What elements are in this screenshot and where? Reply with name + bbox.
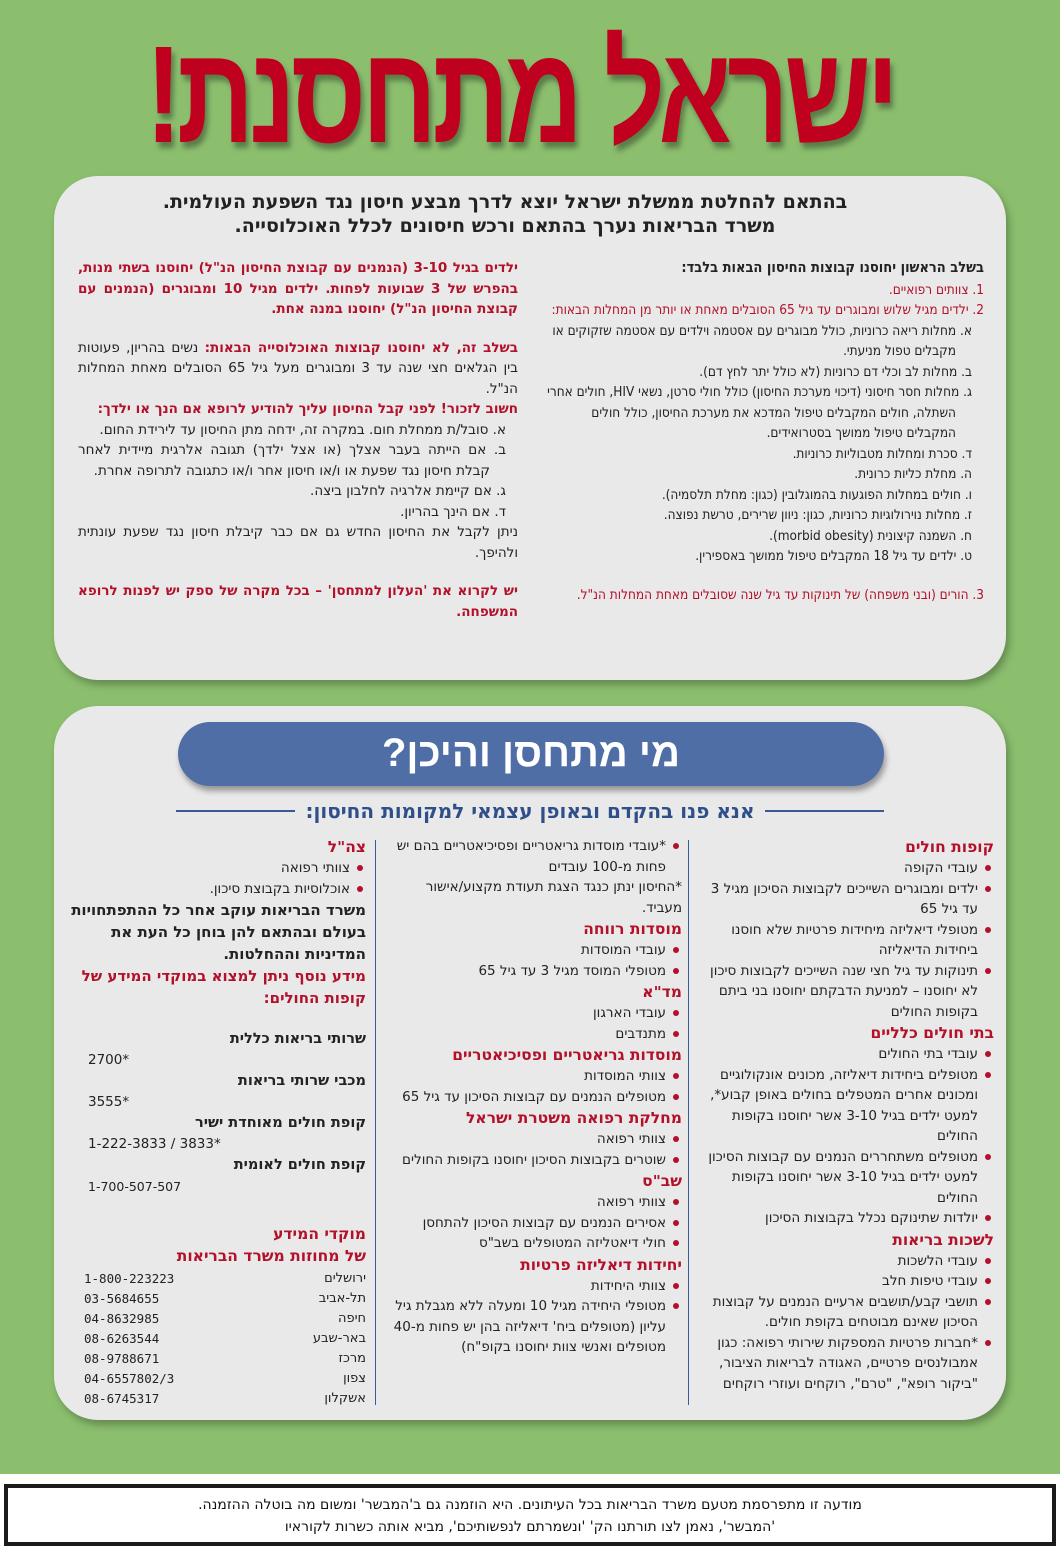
section-title: יחידות דיאליזה פרטיות <box>520 1255 682 1274</box>
not-vaccinated-label: בשלב זה, לא יחוסנו קבוצות האוכלוסייה הבאות: <box>204 339 518 356</box>
table-row <box>84 1349 366 1369</box>
disease-item: ה. מחלת כליות כרונית. <box>854 466 972 482</box>
table-row <box>84 1329 366 1349</box>
footer-line-2: 'המבשר', נאמן לצו תורתנו הק' 'ונשמרתם לנפשותיכם', מביא אותה כשרות לקוראיו <box>284 1519 776 1535</box>
hmo-name: קופת חולים מאוחדת ישיר <box>195 1115 366 1131</box>
section-title: מחלקת רפואה משטרת ישראל <box>466 1109 682 1127</box>
remember-list <box>78 420 518 523</box>
list-item: אוכלוסיות בקבוצת סיכון. <box>70 879 366 900</box>
section-title-health-offices: לשכות בריאות <box>892 1230 994 1249</box>
section-title: שב"ס <box>642 1172 682 1190</box>
table-row <box>84 1389 366 1409</box>
section-title-hospitals: בתי חולים כלליים <box>870 1024 994 1042</box>
not-vaccinated-text: נשים בהריון, פעוטות בין הגלאים חצי שנה עד 3 ומבוגרים מעל גיל 65 הסובלים מאחת המחלות הנ"ל. <box>78 339 518 397</box>
notes-column <box>78 258 518 622</box>
disease-list <box>542 321 984 567</box>
locations-left-column <box>70 836 366 1409</box>
list-item: תינוקות עד גיל חצי שנה השייכים לקבוצות סיכון לא יחוסנו – למניעת הדבקתם יחוסנו בני ביתם בקופות החולים <box>696 961 994 1023</box>
spacer <box>78 320 518 338</box>
hmo-phone: *3555 <box>88 1094 130 1110</box>
list-item: *חברות פרטיות המספקות שירותי רפואה: כגון אמבולנסים פרטיים, האגודה לבריאות הציבור, "ביקור רופא", "טרם", רוקחים ועוזרי רוקחים <box>696 1333 994 1395</box>
spacer <box>84 1197 366 1223</box>
list-item: *עובדי מוסדות גריאטריים ופסיכיאטריים בהם יש פחות מ-100 עובדים <box>384 836 682 877</box>
list-item: מטופלי היחידה מגיל 10 ומעלה ללא מגבלת גיל עליון (מטופלים ביח' דיאליזה בהן יש פחות מ-40 מטופלים ואנשי צוות יחוסנו בקופ"ח) <box>384 1296 682 1358</box>
city: תל-אביב <box>318 1291 366 1306</box>
disease-item: ח. השמנה קיצונית (morbid obesity). <box>769 527 972 544</box>
column-divider <box>375 840 376 1405</box>
table-row <box>84 1369 366 1389</box>
list-item: חולי דיאטליזה המטופלים בשב"ס <box>384 1233 682 1254</box>
first-stage-heading: בשלב הראשון יחוסנו קבוצות החיסון הבאות בלבד: <box>681 260 984 276</box>
table-row <box>84 1289 366 1309</box>
section-title-idf: צה"ל <box>327 838 366 856</box>
phone: 04-8632985 <box>84 1311 160 1326</box>
section-title: מד"א <box>642 983 682 1001</box>
info-centers-title: מוקדי המידע <box>273 1225 366 1243</box>
city: מרכז <box>338 1351 366 1366</box>
list-item: עובדי הארגון <box>384 1003 682 1024</box>
list-item: עובדי טיפות חלב <box>696 1271 994 1292</box>
list-item: צוותי היחידות <box>384 1276 682 1297</box>
table-row <box>84 1269 366 1289</box>
list-item: עובדי המוסדות <box>384 940 682 961</box>
phone: 08-6263544 <box>84 1331 160 1346</box>
remember-item: ב. אם הייתה בעבר אצלך (או אצל ילדך) תגובה אלרגית מיידית לאחר קבלת חיסון נגד שפעת או ו/או חיסון אחר ו/או כתגובה לתרופה אחרת. <box>78 442 506 479</box>
section-title: מוסדות גריאטריים ופסיכיאטריים <box>452 1046 682 1064</box>
footer-disclaimer <box>4 1484 1056 1546</box>
first-stage-column <box>542 258 984 605</box>
list-item: שוטרים בקבוצות הסיכון יחוסנו בקופות החולים <box>384 1150 682 1171</box>
locations-subheading <box>176 798 884 824</box>
city: אשקלון <box>324 1391 366 1406</box>
list-item: מטופלים הנמנים עם קבוצות הסיכון עד גיל 65 <box>384 1087 682 1108</box>
group-item-3: 3. הורים (ובני משפחה) של תינוקות עד גיל שנה שסובלים מאחת המחלות הנ"ל. <box>576 586 984 603</box>
hmo-name: קופת חולים לאומית <box>233 1157 366 1173</box>
list-item: מטופלים משתחררים הנמנים עם קבוצות הסיכון למעט ילדים בגיל 3-10 אשר יחוסנו בקופות החולים <box>696 1147 994 1209</box>
list-item: מטופלי המוסד מגיל 3 עד גיל 65 <box>384 961 682 982</box>
list-item: מתנדבים <box>384 1024 682 1045</box>
remember-item: ד. אם הינך בהריון. <box>400 503 506 520</box>
remember-heading: חשוב לזכור! לפני קבל החיסון עליך להודיע לרופא אם הנך או ילדך: <box>97 401 518 417</box>
column-divider <box>688 840 689 1405</box>
leaflet-note: יש לקרוא את 'העלון למתחסן' – בכל מקרה של ספק יש לפנות לרופא המשפחה. <box>78 583 518 620</box>
disease-item: ט. ילדים עד גיל 18 המקבלים טיפול ממושך באספירין. <box>695 548 972 564</box>
intro-line-2: משרד הבריאות נערך בהתאם ורכש חיסונים לכלל האוכלוסייה. <box>234 215 776 237</box>
phone: 1-800-223223 <box>84 1271 175 1286</box>
hmo-phone: *3833 / 1-222-3833 <box>88 1136 221 1152</box>
children-dose-note: ילדים בגיל 3-10 (הנמנים עם קבוצת החיסון הנ"ל) יחוסנו בשתי מנות, בהפרש של 3 שבועות לפחות. ילדים מגיל 10 ומבוגרים (הנמנים עם קבוצת החיסון הנ"ל) יחוסנו במנה אחת. <box>78 260 518 317</box>
footer-line-1: מודעה זו מתפרסמת מטעם משרד הבריאות בכל העיתונים. היא הוזמנה גם ב'המבשר' ומשום מה בוטלה ההזמנה. <box>198 1497 862 1513</box>
phone: 03-5684655 <box>84 1291 160 1306</box>
city: ירושלים <box>324 1271 366 1286</box>
disease-item: א. מחלות ריאה כרוניות, כולל מבוגרים עם אסטמה וילדים עם אסטמה שזקוקים או מקבלים טפול מניעתי. <box>552 322 972 359</box>
list-item: יולדות שתינוקם נכלל בקבוצות הסיכון <box>696 1208 994 1229</box>
city: צפון <box>343 1371 366 1386</box>
list-item: צוותי רפואה <box>70 858 366 879</box>
info-centers-subtitle: של מחוזות משרד הבריאות <box>176 1247 366 1265</box>
list-item: תושבי קבע/תושבים ארעיים הנמנים על קבוצות הסיכון שאינם מבוטחים בקופת חולים. <box>696 1292 994 1333</box>
intro-text <box>80 190 930 238</box>
disease-item: ז. מחלות נוירולוגיות כרוניות, כגון: ניוון שרירים, טרשת נפוצה. <box>663 507 972 523</box>
disease-item: ו. חולים במחלות הפוגעות בהמוגלובין (כגון: מחלת תלסמיה). <box>661 486 972 503</box>
city: חיפה <box>337 1311 366 1326</box>
hmo-name: שרותי בריאות כללית <box>229 1031 366 1047</box>
remember-item: א. סובל/ת ממחלת חום. במקרה זה, ידחה מתן החיסון עד לירידת החום. <box>99 421 506 438</box>
who-where-banner: מי מתחסן והיכן? <box>178 722 884 786</box>
section-title-hmos: קופות חולים <box>905 838 994 856</box>
phone: 04-6557802/3 <box>84 1371 175 1386</box>
phone: 08-9788671 <box>84 1351 160 1366</box>
hmo-phone: 1-700-507-507 <box>88 1179 182 1194</box>
list-item: אסירים הנמנים עם קבוצות הסיכון להתחסן <box>384 1213 682 1234</box>
list-item: ילדים ומבוגרים השייכים לקבוצות הסיכון מגיל 3 עד גיל 65 <box>696 879 994 920</box>
page-headline: ישראל מתחסנת! <box>145 18 895 172</box>
district-phone-table <box>84 1269 366 1409</box>
divider <box>176 810 295 812</box>
list-item: צוותי רפואה <box>384 1129 682 1150</box>
subheading-text: אנא פנו בהקדם ובאופן עצמאי למקומות החיסון: <box>305 799 755 823</box>
credential-note: *החיסון ינתן כנגד הצגת תעודת מקצוע/אישור מעביד. <box>425 879 682 916</box>
intro-line-1: בהתאם להחלטת ממשלת ישראל יוצא לדרך מבצע חיסון נגד השפעת העולמית. <box>162 191 848 213</box>
locations-middle-column <box>384 836 682 1358</box>
spacer <box>70 1009 366 1029</box>
disease-item: ד. סכרת ומחלות מטבוליות כרוניות. <box>792 445 972 462</box>
spacer <box>78 563 518 581</box>
locations-right-column <box>696 836 994 1394</box>
group-item-2: 2. ילדים מגיל שלוש ומבוגרים עד גיל 65 הסובלים מאחת או יותר מן המחלות הבאות: <box>551 302 984 318</box>
hmo-phone-list <box>70 1029 366 1409</box>
list-item: צוותי המוסדות <box>384 1066 682 1087</box>
not-vaccinated-note <box>78 338 518 400</box>
city: באר-שבע <box>312 1331 366 1346</box>
phone: 08-6745317 <box>84 1391 160 1406</box>
disease-item: ג. מחלות חסר חיסוני (דיכוי מערכת החיסון) כולל חולי סרטן, נשאי HIV, חולים אחרי השתלה, חולים המקבלים טיפול המדכא את מערכת החיסון, כולל חולים המקבלים טיפול ממושך בסטרואידים. <box>547 384 972 441</box>
disease-item: ב. מחלות לב וכלי דם כרוניות (לא כולל יתר לחץ דם). <box>699 363 972 380</box>
list-item: עובדי בתי החולים <box>696 1044 994 1065</box>
ministry-note: משרד הבריאות עוקב אחר כל ההתפתחויות בעולם ובהתאם להן בוחן כל העת את המדיניות וההחלטות. <box>71 901 366 963</box>
list-item: עובדי הלשכות <box>696 1251 994 1272</box>
hmo-name: מכבי שרותי בריאות <box>237 1073 366 1089</box>
divider <box>765 810 884 812</box>
list-item: מטופלים ביחידות דיאליזה, מכונים אונקולוגיים ומכונים אחרים המטפלים בחולים באופן קבוע*, למעט ילדים בגיל 3-10 אשר יחוסנו בקופות החולים <box>696 1065 994 1147</box>
table-row <box>84 1309 366 1329</box>
section-title: מוסדות רווחה <box>583 920 682 938</box>
list-item: מטופלי דיאליזה מיחידות פרטיות שלא חוסנו ביחידות הדיאליזה <box>696 920 994 961</box>
list-item: עובדי הקופה <box>696 858 994 879</box>
spacer <box>542 567 984 585</box>
more-info-note: מידע נוסף ניתן למצוא במוקדי המידע של קופות החולים: <box>81 967 366 1007</box>
seasonal-flu-note: ניתן לקבל את החיסון החדש גם אם כבר קיבלת חיסון נגד שפעת עונתית ולהיפך. <box>78 524 518 561</box>
remember-item: ג. אם קיימת אלרגיה לחלבון ביצה. <box>310 483 506 499</box>
list-item: צוותי רפואה <box>384 1192 682 1213</box>
group-item-1: 1. צוותים רפואיים. <box>888 281 984 298</box>
hmo-phone: *2700 <box>88 1052 130 1068</box>
